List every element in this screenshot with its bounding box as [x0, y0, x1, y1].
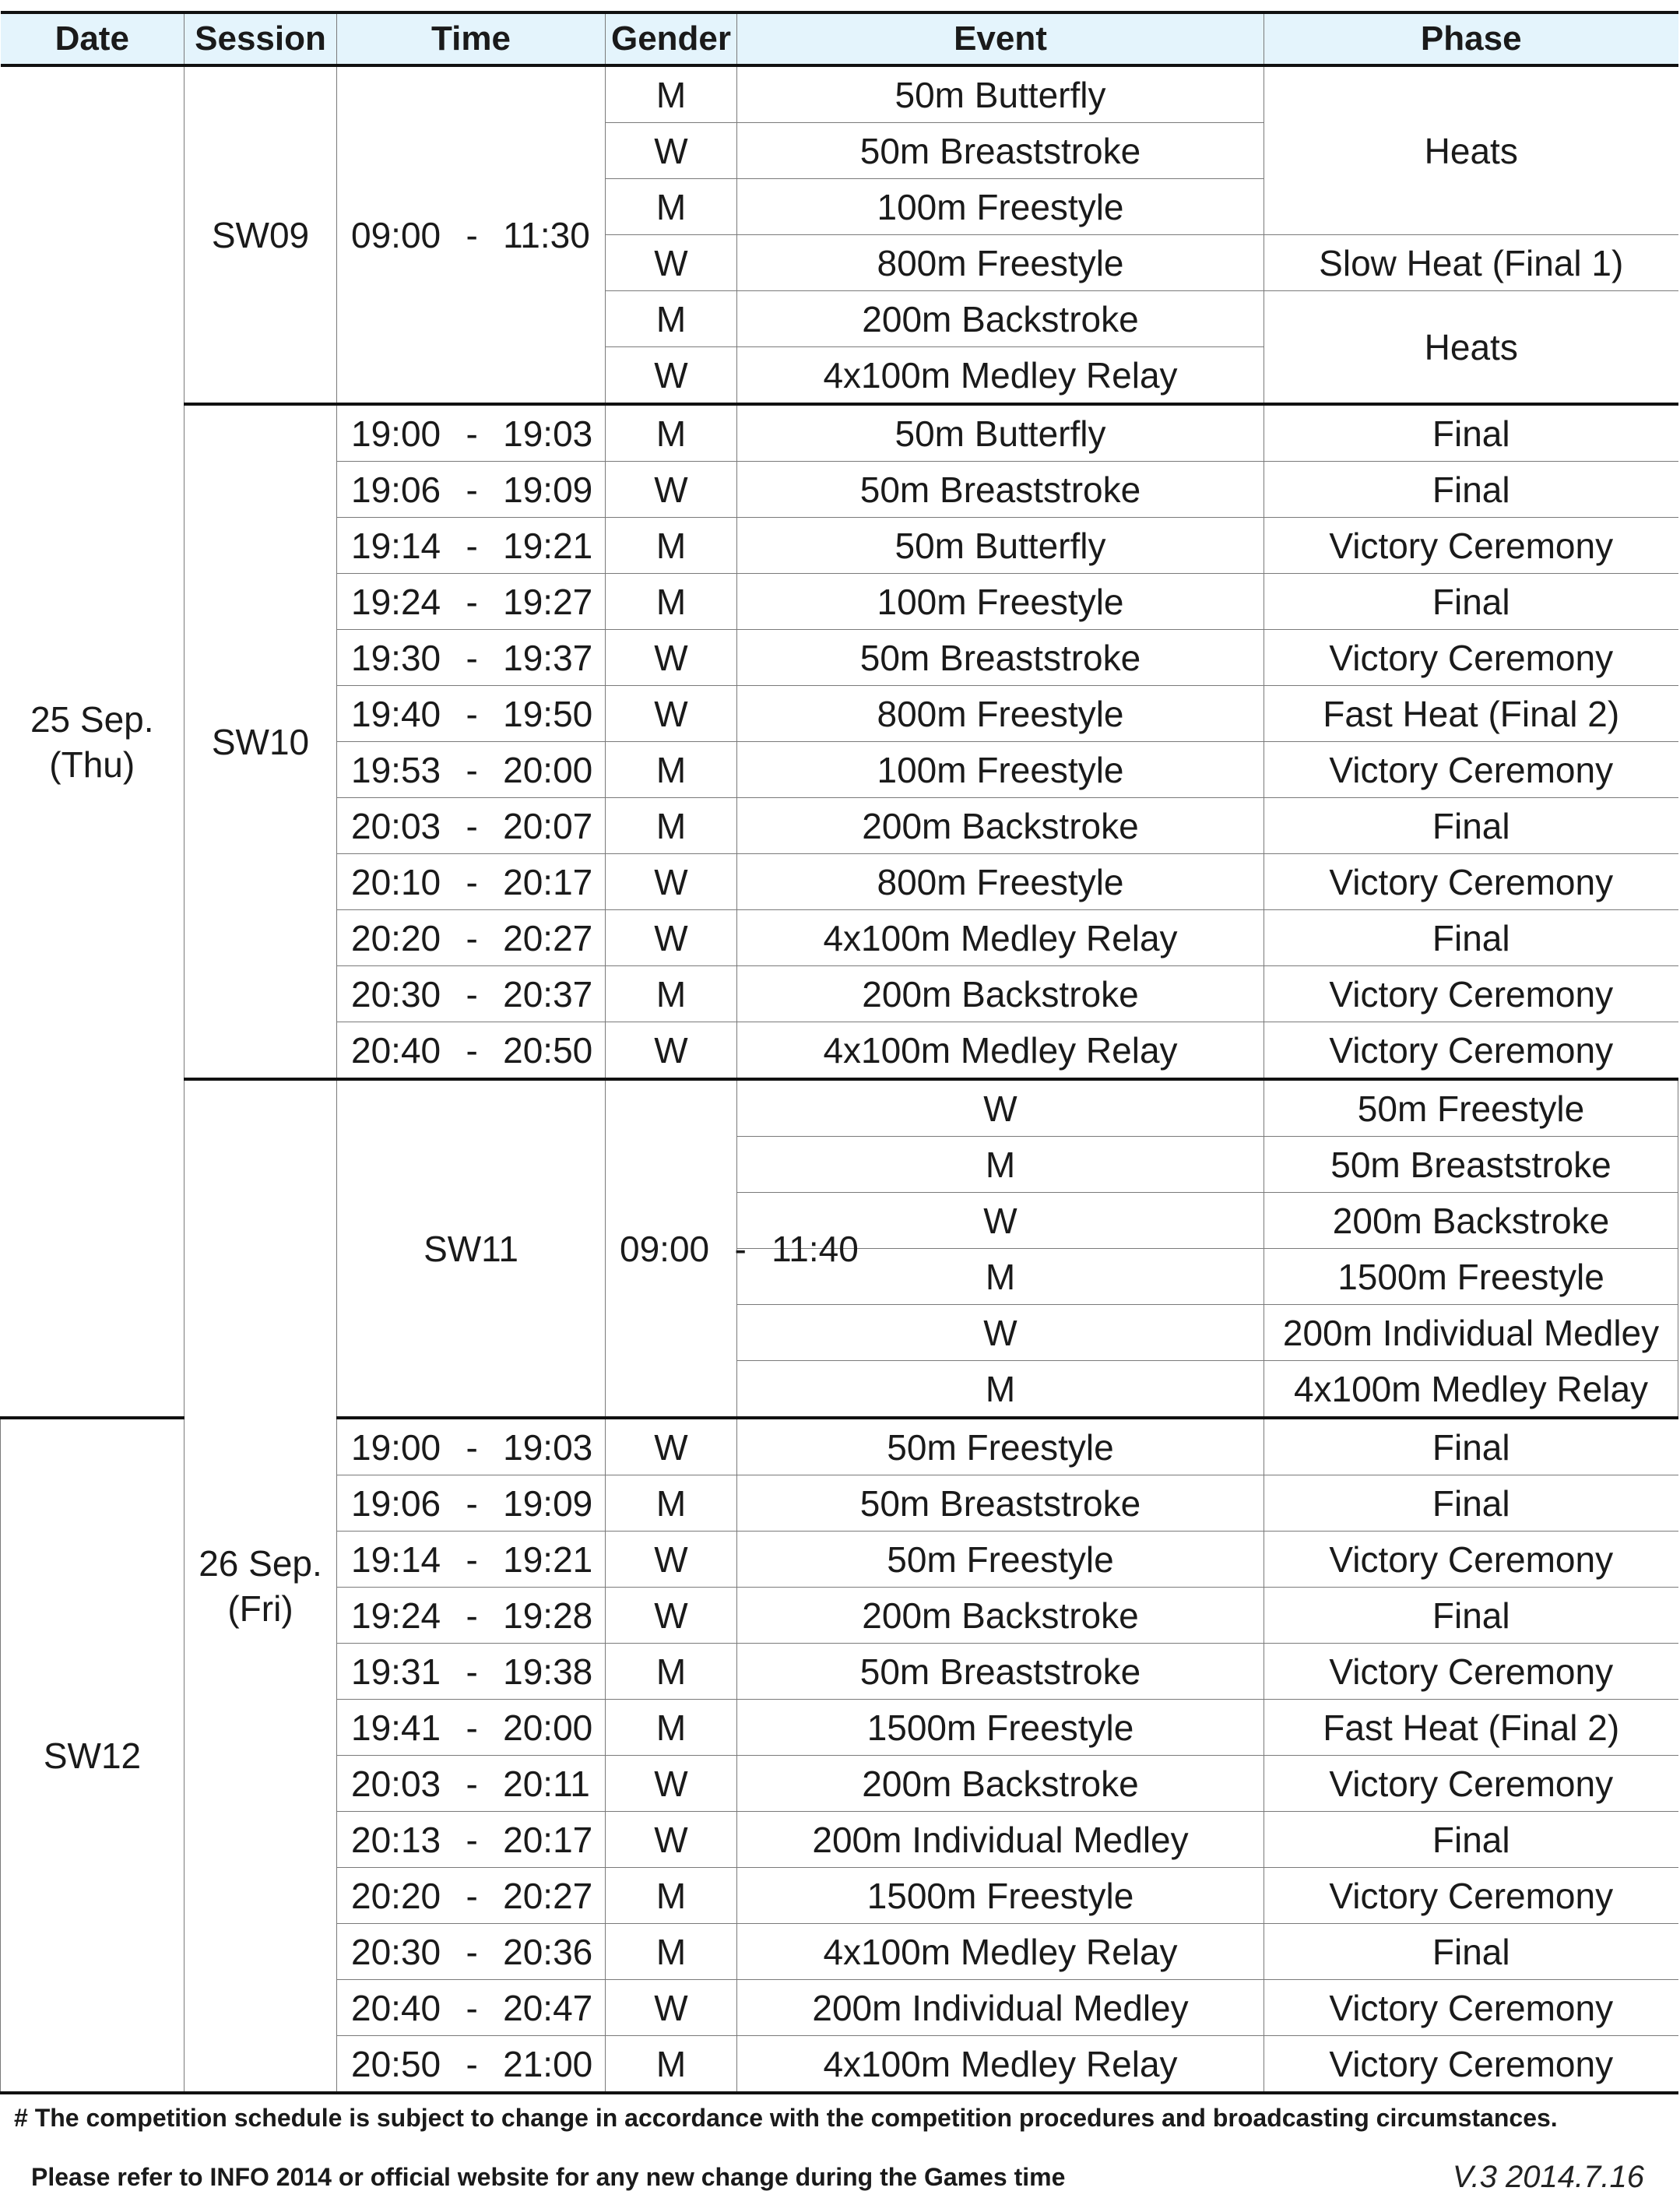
time-sep: -	[466, 1651, 478, 1692]
time-cell	[337, 1700, 606, 1756]
time-cell	[337, 1980, 606, 2036]
time-cell	[337, 2036, 606, 2094]
time-end: 19:03	[503, 1426, 593, 1468]
event-cell: 50m Breaststroke	[737, 462, 1264, 518]
gender-cell: W	[606, 1588, 737, 1644]
event-cell: 200m Backstroke	[737, 1588, 1264, 1644]
time-cell	[337, 462, 606, 518]
event-cell: 100m Freestyle	[737, 179, 1264, 235]
time-cell	[337, 1812, 606, 1868]
event-cell: 200m Individual Medley	[737, 1812, 1264, 1868]
phase-cell: Final	[1264, 574, 1678, 630]
event-cell: 1500m Freestyle	[737, 1868, 1264, 1924]
phase-cell: Fast Heat (Final 2)	[1264, 1700, 1678, 1756]
time-start: 19:30	[351, 637, 441, 678]
event-cell: 100m Freestyle	[737, 742, 1264, 798]
header-event: Event	[737, 12, 1264, 65]
time-start: 20:30	[351, 973, 441, 1015]
header-date: Date	[1, 12, 185, 65]
event-cell: 200m Backstroke	[737, 966, 1264, 1022]
time-cell	[337, 1588, 606, 1644]
event-cell: 4x100m Medley Relay	[737, 910, 1264, 966]
table-row	[1, 1079, 1678, 1137]
time-end: 20:17	[503, 861, 593, 902]
phase-cell: Victory Ceremony	[1264, 2036, 1678, 2094]
time-sep: -	[466, 1595, 478, 1636]
time-sep: -	[466, 214, 478, 255]
time-cell	[337, 966, 606, 1022]
event-cell: 200m Backstroke	[737, 291, 1264, 347]
time-sep: -	[466, 973, 478, 1015]
time-start: 19:31	[351, 1651, 441, 1692]
info-reference-note: Please refer to INFO 2014 or official website for any new change during the Games time	[31, 2163, 1066, 2191]
gender-cell: M	[606, 291, 737, 347]
phase-cell: Victory Ceremony	[1264, 1022, 1678, 1080]
time-end: 11:30	[503, 214, 590, 255]
time-cell	[337, 1418, 606, 1475]
session-cell: SW09	[185, 65, 337, 404]
event-cell: 50m Butterfly	[737, 404, 1264, 462]
header-session: Session	[185, 12, 337, 65]
gender-cell: W	[737, 1079, 1264, 1137]
time-cell	[337, 1022, 606, 1080]
gender-cell: W	[737, 1305, 1264, 1361]
gender-cell: M	[606, 65, 737, 123]
time-start: 19:24	[351, 1595, 441, 1636]
version-label: V.3 2014.7.16	[1452, 2160, 1644, 2194]
time-cell	[337, 518, 606, 574]
event-cell: 50m Freestyle	[737, 1418, 1264, 1475]
event-cell: 50m Breaststroke	[737, 1644, 1264, 1700]
gender-cell: W	[606, 235, 737, 291]
time-sep: -	[466, 1819, 478, 1860]
gender-cell: M	[606, 1644, 737, 1700]
phase-cell: Final	[1264, 1418, 1678, 1475]
time-end: 20:37	[503, 973, 593, 1015]
event-cell: 800m Freestyle	[737, 235, 1264, 291]
time-end: 20:27	[503, 1875, 593, 1916]
time-sep: -	[466, 469, 478, 510]
gender-cell: W	[606, 1532, 737, 1588]
time-start: 19:00	[351, 1426, 441, 1468]
event-cell: 50m Freestyle	[1264, 1079, 1678, 1137]
time-sep: -	[466, 1931, 478, 1972]
event-cell: 200m Backstroke	[737, 1756, 1264, 1812]
event-cell: 1500m Freestyle	[737, 1700, 1264, 1756]
time-start: 20:13	[351, 1819, 441, 1860]
date-cell	[185, 1079, 337, 2093]
event-cell: 200m Individual Medley	[1264, 1305, 1678, 1361]
event-cell: 50m Freestyle	[737, 1532, 1264, 1588]
time-start: 19:14	[351, 525, 441, 566]
gender-cell: W	[606, 347, 737, 405]
event-cell: 50m Butterfly	[737, 518, 1264, 574]
phase-cell: Victory Ceremony	[1264, 1644, 1678, 1700]
time-end: 20:07	[503, 805, 593, 846]
date-line: 26 Sep.	[199, 1543, 322, 1584]
gender-cell: W	[737, 1193, 1264, 1249]
gender-cell: W	[606, 1418, 737, 1475]
gender-cell: M	[606, 1868, 737, 1924]
time-end: 19:37	[503, 637, 593, 678]
table-row	[1, 65, 1678, 123]
event-cell: 4x100m Medley Relay	[737, 347, 1264, 405]
header-gender: Gender	[606, 12, 737, 65]
time-sep: -	[466, 1426, 478, 1468]
time-start: 20:10	[351, 861, 441, 902]
time-sep: -	[466, 2043, 478, 2084]
time-cell	[606, 1079, 859, 1418]
gender-cell: W	[606, 1756, 737, 1812]
time-sep: -	[466, 693, 478, 734]
time-start: 09:00	[620, 1228, 710, 1269]
time-start: 19:40	[351, 693, 441, 734]
time-cell	[337, 1868, 606, 1924]
time-end: 21:00	[503, 2043, 593, 2084]
time-sep: -	[466, 525, 478, 566]
event-cell: 50m Butterfly	[737, 65, 1264, 123]
time-sep: -	[466, 1763, 478, 1804]
time-end: 19:38	[503, 1651, 593, 1692]
gender-cell: M	[737, 1361, 1264, 1419]
time-start: 20:03	[351, 805, 441, 846]
time-sep: -	[466, 805, 478, 846]
time-cell	[337, 65, 606, 404]
time-start: 20:20	[351, 1875, 441, 1916]
session-cell: SW11	[337, 1079, 606, 1418]
phase-cell: Fast Heat (Final 2)	[1264, 686, 1678, 742]
time-end: 19:03	[503, 413, 593, 454]
phase-cell: Victory Ceremony	[1264, 630, 1678, 686]
event-cell: 4x100m Medley Relay	[737, 1924, 1264, 1980]
event-cell: 50m Breaststroke	[737, 630, 1264, 686]
phase-cell: Heats	[1264, 291, 1678, 405]
gender-cell: M	[606, 798, 737, 854]
phase-cell: Final	[1264, 462, 1678, 518]
time-end: 19:28	[503, 1595, 593, 1636]
header-time: Time	[337, 12, 606, 65]
phase-cell: Victory Ceremony	[1264, 854, 1678, 910]
time-end: 19:09	[503, 469, 593, 510]
phase-cell: Final	[1264, 1812, 1678, 1868]
event-cell: 50m Breaststroke	[737, 1475, 1264, 1532]
time-start: 19:06	[351, 469, 441, 510]
gender-cell: M	[606, 179, 737, 235]
phase-cell: Final	[1264, 798, 1678, 854]
gender-cell: M	[606, 1924, 737, 1980]
time-sep: -	[466, 861, 478, 902]
time-cell	[337, 1756, 606, 1812]
schedule-change-note: # The competition schedule is subject to change in accordance with the competition procedures and broadcasting circumstances.	[14, 2104, 1558, 2132]
event-cell: 800m Freestyle	[737, 686, 1264, 742]
time-sep: -	[466, 1029, 478, 1071]
date-line: (Fri)	[227, 1588, 293, 1629]
event-cell: 50m Breaststroke	[737, 123, 1264, 179]
time-cell	[337, 798, 606, 854]
phase-cell: Heats	[1264, 65, 1678, 235]
gender-cell: M	[606, 518, 737, 574]
phase-cell: Victory Ceremony	[1264, 1980, 1678, 2036]
gender-cell: W	[606, 1022, 737, 1080]
time-sep: -	[466, 1539, 478, 1580]
time-cell	[337, 686, 606, 742]
phase-cell: Victory Ceremony	[1264, 742, 1678, 798]
gender-cell: M	[606, 574, 737, 630]
time-end: 19:21	[503, 1539, 593, 1580]
time-end: 20:00	[503, 1707, 593, 1748]
session-cell: SW12	[1, 1418, 185, 2093]
time-cell	[337, 630, 606, 686]
gender-cell: M	[737, 1249, 1264, 1305]
time-start: 20:30	[351, 1931, 441, 1972]
time-start: 09:00	[351, 214, 441, 255]
time-sep: -	[466, 1987, 478, 2028]
time-end: 20:36	[503, 1931, 593, 1972]
phase-cell: Final	[1264, 1588, 1678, 1644]
phase-cell: Victory Ceremony	[1264, 966, 1678, 1022]
gender-cell: W	[606, 1980, 737, 2036]
time-start: 20:40	[351, 1987, 441, 2028]
time-end: 20:17	[503, 1819, 593, 1860]
event-cell: 1500m Freestyle	[1264, 1249, 1678, 1305]
time-cell	[337, 1924, 606, 1980]
date-line: 25 Sep.	[30, 698, 154, 740]
gender-cell: W	[606, 630, 737, 686]
gender-cell: M	[606, 1475, 737, 1532]
gender-cell: M	[606, 1700, 737, 1756]
session-cell: SW10	[185, 404, 337, 1079]
time-start: 19:41	[351, 1707, 441, 1748]
time-end: 19:27	[503, 581, 593, 622]
time-sep: -	[466, 413, 478, 454]
time-cell	[337, 1532, 606, 1588]
time-start: 20:20	[351, 917, 441, 958]
time-end: 20:11	[503, 1763, 590, 1804]
time-start: 19:53	[351, 749, 441, 790]
time-cell	[337, 910, 606, 966]
gender-cell: W	[606, 686, 737, 742]
event-cell: 800m Freestyle	[737, 854, 1264, 910]
time-cell	[337, 404, 606, 462]
time-start: 19:06	[351, 1482, 441, 1524]
time-start: 20:50	[351, 2043, 441, 2084]
time-sep: -	[466, 749, 478, 790]
phase-cell: Final	[1264, 1924, 1678, 1980]
gender-cell: M	[606, 404, 737, 462]
time-start: 19:00	[351, 413, 441, 454]
phase-cell: Final	[1264, 910, 1678, 966]
phase-cell: Slow Heat (Final 1)	[1264, 235, 1678, 291]
gender-cell: M	[737, 1137, 1264, 1193]
time-cell	[337, 1475, 606, 1532]
date-cell	[1, 65, 185, 1418]
time-start: 19:24	[351, 581, 441, 622]
event-cell: 4x100m Medley Relay	[737, 1022, 1264, 1080]
event-cell: 4x100m Medley Relay	[737, 2036, 1264, 2094]
time-end: 20:50	[503, 1029, 593, 1071]
event-cell: 100m Freestyle	[737, 574, 1264, 630]
time-sep: -	[466, 1875, 478, 1916]
time-end: 20:27	[503, 917, 593, 958]
time-end: 19:50	[503, 693, 593, 734]
event-cell: 200m Individual Medley	[737, 1980, 1264, 2036]
time-cell	[337, 1644, 606, 1700]
gender-cell: M	[606, 2036, 737, 2094]
competition-schedule-table	[0, 11, 1678, 2094]
header-phase: Phase	[1264, 12, 1678, 65]
phase-cell: Victory Ceremony	[1264, 518, 1678, 574]
gender-cell: M	[606, 742, 737, 798]
phase-cell: Victory Ceremony	[1264, 1756, 1678, 1812]
time-cell	[337, 574, 606, 630]
time-cell	[337, 854, 606, 910]
time-end: 19:09	[503, 1482, 593, 1524]
time-sep: -	[734, 1228, 747, 1269]
header-row	[1, 12, 1678, 65]
time-sep: -	[466, 581, 478, 622]
time-start: 20:03	[351, 1763, 441, 1804]
phase-cell: Victory Ceremony	[1264, 1532, 1678, 1588]
gender-cell: W	[606, 854, 737, 910]
time-start: 19:14	[351, 1539, 441, 1580]
event-cell: 50m Breaststroke	[1264, 1137, 1678, 1193]
time-cell	[337, 742, 606, 798]
schedule-body	[1, 65, 1678, 2093]
table-row	[1, 404, 1678, 462]
event-cell: 4x100m Medley Relay	[1264, 1361, 1678, 1419]
time-sep: -	[466, 1482, 478, 1524]
time-start: 20:40	[351, 1029, 441, 1071]
event-cell: 200m Backstroke	[1264, 1193, 1678, 1249]
phase-cell: Final	[1264, 1475, 1678, 1532]
date-line: (Thu)	[49, 744, 135, 785]
time-sep: -	[466, 917, 478, 958]
event-cell: 200m Backstroke	[737, 798, 1264, 854]
time-end: 20:47	[503, 1987, 593, 2028]
time-end: 11:40	[771, 1228, 859, 1269]
gender-cell: M	[606, 966, 737, 1022]
gender-cell: W	[606, 910, 737, 966]
gender-cell: W	[606, 1812, 737, 1868]
time-end: 20:00	[503, 749, 593, 790]
phase-cell: Final	[1264, 404, 1678, 462]
time-end: 19:21	[503, 525, 593, 566]
gender-cell: W	[606, 462, 737, 518]
time-sep: -	[466, 1707, 478, 1748]
phase-cell: Victory Ceremony	[1264, 1868, 1678, 1924]
gender-cell: W	[606, 123, 737, 179]
time-sep: -	[466, 637, 478, 678]
